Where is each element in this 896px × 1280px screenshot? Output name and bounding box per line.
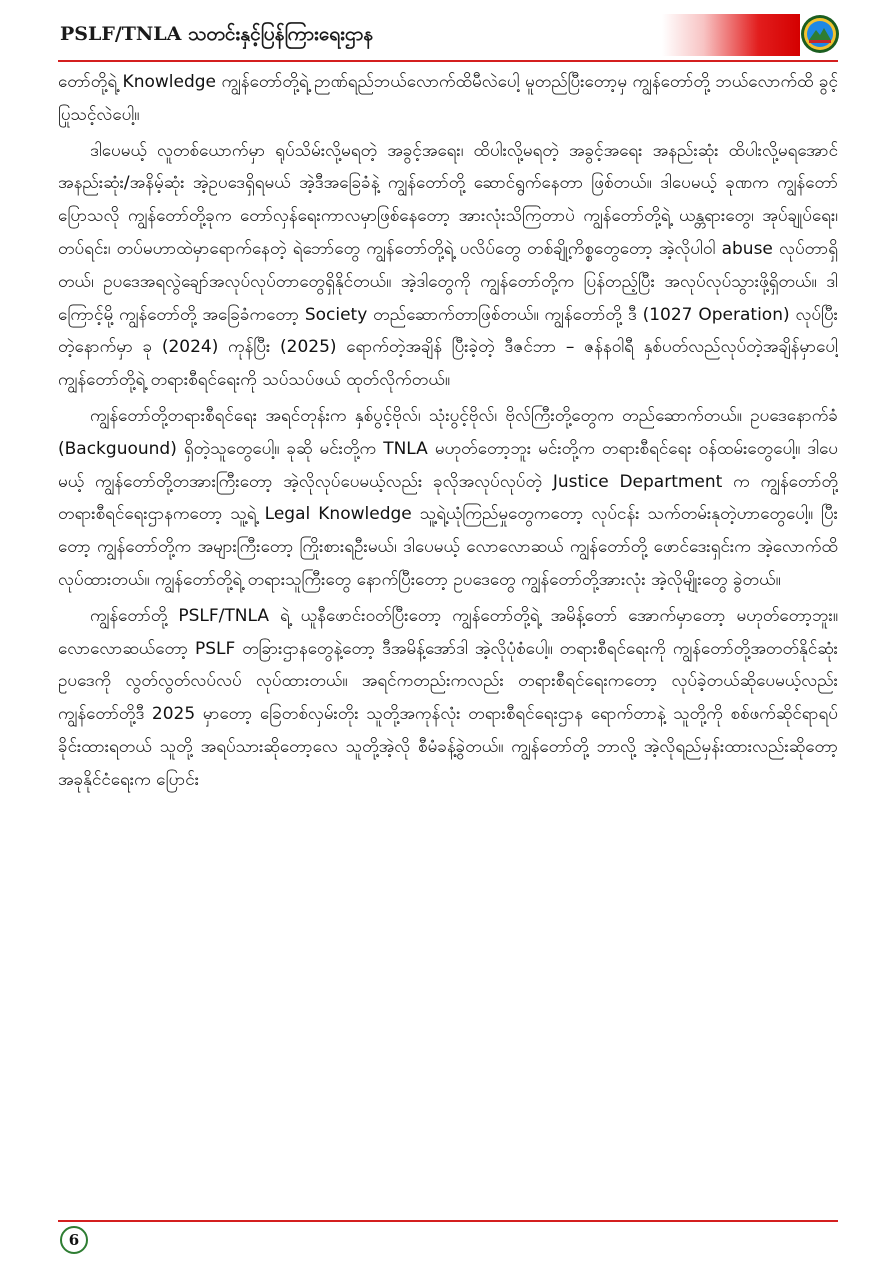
page-header — [0, 0, 896, 64]
footer-divider — [58, 1220, 838, 1222]
article-body — [58, 66, 838, 1216]
paragraph: တော်တို့ရဲ့ Knowledge ကျွန်တော်တို့ရဲ့ ဉာဏ်ရည်ဘယ်လောက်ထိမီလဲပေါ့ မူတည်ပြီးတော့မှ ကျွန်တော်တို့ ဘယ်လောက်ထိ ခွင့်ပြုသင့်လဲပေါ့။ — [58, 72, 838, 125]
pslf-emblem-icon — [800, 14, 840, 54]
paragraph: ကျွန်တော်တို့ PSLF/TNLA ရဲ့ ယူနီဖောင်းဝတ်ပြီးတော့ ကျွန်တော်တို့ရဲ့ အမိန့်တော် အောက်မှာတော့ မဟုတ်တော့ဘူး။ လောလောဆယ်တော့ PSLF တခြားဌာနတွေနဲ့တော့ ဒီအမိန့်အော်ဒါ အဲ့လိုပုံစံပေါ့။ တရားစီရင်ရေးကို ကျွန်တော်တို့အတတ်နိုင်ဆုံး ဥပဒေကို လွတ်လွတ်လပ်လပ် လုပ်ထားတယ်။ အရင်ကတည်းကလည်း တရားစီရင်ရေးကတော့ လုပ်ခဲ့တယ်ဆိုပေမယ့်လည်း ကျွန်တော်တို့ဒီ 2025 မှာတော့ ခြေတစ်လှမ်းတိုး သူတို့အကုန်လုံး တရားစီရင်ရေးဌာန ရောက်တာနဲ့ သူတို့ကို စစ်ဖက်ဆိုင်ရာရပ်ခိုင်းထားရတယ် သူတို့ အရပ်သားဆိုတော့လေ သူတို့အဲ့လို စီမံခန့်ခွဲတယ်။ ကျွန်တော်တို့ ဘာလို့ အဲ့လိုရည်မှန်းထားလည်းဆိုတော့ အခုနိုင်ငံရေးက ပြောင်း — [58, 605, 838, 790]
header-title: PSLF/TNLA သတင်းနှင့်ပြန်ကြားရေးဌာန — [60, 23, 374, 45]
paragraph: ကျွန်တော်တို့တရားစီရင်ရေး အရင်တုန်းက နှစ်ပွင့်ဗိုလ်၊ သုံးပွင့်ဗိုလ်၊ ဗိုလ်ကြီးတို့တွေက တည်ဆောက်တယ်။ ဥပဒေနောက်ခံ (Backguound) ရှိတဲ့သူတွေပေါ့။ ခုဆို မင်းတို့က TNLA မဟုတ်တော့ဘူး မင်းတို့က တရားစီရင်ရေး ဝန်ထမ်းတွေပေါ့။ ဒါပေမယ့် ကျွန်တော်တို့တအားကြီးတော့ အဲ့လိုလုပ်ပေမယ့်လည်း ခုလိုအလုပ်လုပ်တဲ့ Justice Department က ကျွန်တော်တို့ တရားစီရင်ရေးဌာနကတော့ သူ့ရဲ့ Legal Knowledge သူ့ရဲ့ယုံကြည်မှုတွေကတော့ လုပ်ငန်း သက်တမ်းနုတဲ့ဟာတွေပေါ့။ ပြီးတော့ ကျွန်တော်တို့က အများကြီးတော့ ကြိုးစားရဦးမယ်၊ ဒါပေမယ့် လောလောဆယ် ကျွန်တော်တို့ ဖောင်ဒေးရှင်းက အဲ့လောက်ထိလုပ်ထားတယ်။ ကျွန်တော်တို့ရဲ့ တရားသူကြီးတွေ နောက်ပြီးတော့ ဥပဒေတွေ ကျွန်တော်တို့အားလုံး အဲ့လိုမျိုးတွေ ခွဲတယ်။ — [58, 405, 838, 590]
header-color-bar — [662, 14, 800, 56]
header-divider — [58, 60, 838, 62]
paragraph: ဒါပေမယ့် လူတစ်ယောက်မှာ ရုပ်သိမ်းလို့မရတဲ့ အခွင့်အရေး၊ ထိပါးလို့မရတဲ့ အခွင့်အရေး အနည်းဆုံး ထိပါးလို့မရအောင် အနည်းဆုံး/အနိမ့်ဆုံး အဲ့ဥပဒေရှိရမယ် အဲ့ဒီအခြေခံနဲ့ ကျွန်တော်တို့ ဆောင်ရွက်နေတာ ဖြစ်တယ်။ ဒါပေမယ့် ခုဏက ကျွန်တော်ပြောသလို ကျွန်တော်တို့ခုက တော်လှန်ရေးကာလမှာဖြစ်နေတော့ အားလုံးသိကြတာပဲ ကျွန်တော်တို့ရဲ့ ယန္တရားတွေ၊ အုပ်ချုပ်ရေး၊ တပ်ရင်း၊ တပ်မဟာထဲမှာရောက်နေတဲ့ ရဲဘော်တွေ ကျွန်တော်တို့ရဲ့ ပလိပ်တွေ တစ်ချို့ကိစ္စတွေတော့ အဲ့လိုပါဝါ abuse လုပ်တာရှိတယ်၊ ဥပဒေအရလွဲချော်အလုပ်လုပ်တာတွေရှိနိုင်တယ်။ အဲ့ဒါတွေကို ကျွန်တော်တို့က ပြန်တည့်ပြီး အလုပ်လုပ်သွားဖို့ရှိတယ်။ ဒါကြောင့်မို့ ကျွန်တော်တို့ အခြေခံကတော့ Society တည်ဆောက်တာဖြစ်တယ်။ ကျွန်တော်တို့ ဒီ (1027 Operation) လုပ်ပြီးတဲ့နောက်မှာ ခု (2024) ကုန်ပြီး (2025) ရောက်တဲ့အချိန် ပြီးခဲ့တဲ့ ဒီဇင်ဘာ – ဇန်နဝါရီ နှစ်ပတ်လည်လုပ်တဲ့အချိန်မှာပေါ့ ကျွန်တော်တို့ရဲ့ တရားစီရင်ရေးကို သပ်သပ်ဖယ် ထုတ်လိုက်တယ်။ — [58, 140, 838, 391]
page-number: 6 — [60, 1226, 88, 1254]
